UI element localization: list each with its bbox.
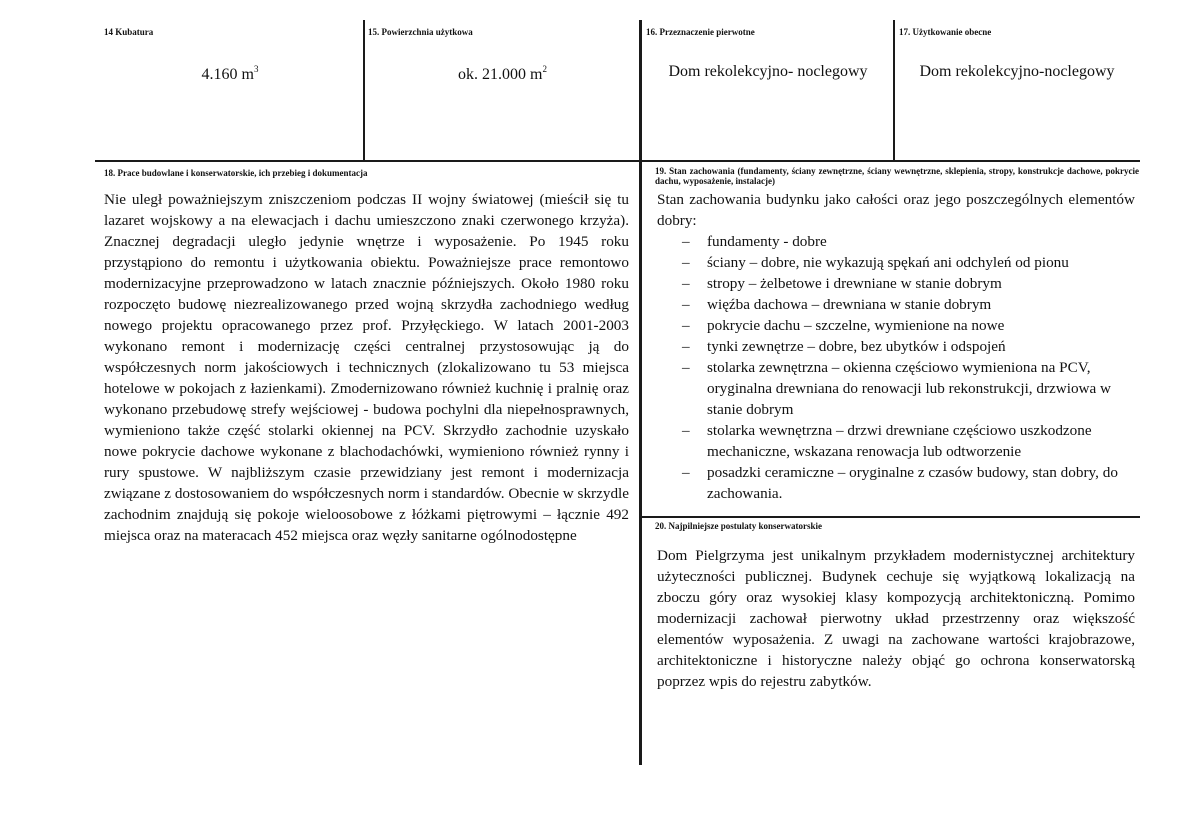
list-dash: – [682, 464, 690, 481]
divider-line [95, 160, 1140, 162]
list-item-text: tynki zewnętrze – dobre, bez ubytków i odspojeń [707, 338, 1006, 355]
section-14-heading: 14 Kubatura [104, 27, 154, 37]
list-item-text: więźba dachowa – drewniana w stanie dobrym [707, 296, 992, 313]
section-17-heading: 17. Użytkowanie obecne [899, 27, 992, 37]
list-dash: – [682, 317, 690, 334]
list-item-text: fundamenty - dobre [707, 233, 827, 250]
list-item [657, 420, 1135, 462]
divider-line [639, 20, 642, 765]
kubatura-unit-exponent: 3 [253, 64, 259, 74]
list-dash: – [682, 422, 690, 439]
condition-list [657, 231, 1135, 504]
list-item-text: stolarka zewnętrzna – okienna częściowo wymieniona na PCV, oryginalna drewniana do renowacji lub rekonstrukcji, drzwiowa w stanie dobrym [707, 359, 1112, 418]
list-item [657, 357, 1135, 420]
section-19-intro: Stan zachowania budynku jako całości oraz jego poszczególnych elementów dobry: [657, 191, 1135, 229]
list-item-text: posadzki ceramiczne – oryginalne z czasów budowy, stan dobry, do zachowania. [707, 464, 1118, 502]
section-14-value [100, 66, 360, 84]
list-item-text: ściany – dobre, nie wykazują spękań ani odchyleń od pionu [707, 254, 1069, 271]
area-value: ok. 21.000 m [458, 66, 543, 83]
list-item [657, 462, 1135, 504]
list-item [657, 273, 1135, 294]
list-item [657, 315, 1135, 336]
section-17-value: Dom rekolekcyjno-noclegowy [919, 63, 1115, 80]
list-dash: – [682, 275, 690, 292]
list-item [657, 231, 1135, 252]
list-dash: – [682, 338, 690, 355]
list-item [657, 336, 1135, 357]
section-16-heading: 16. Przeznaczenie pierwotne [646, 27, 755, 37]
list-item [657, 252, 1135, 273]
section-19-heading: 19. Stan zachowania (fundamenty, ściany zewnętrzne, ściany wewnętrzne, sklepienia, stropy, konstrukcje dachowe, pokrycie dachu, wyposażenie, instalacje) [655, 166, 1139, 186]
list-dash: – [682, 296, 690, 313]
divider-line [893, 20, 895, 160]
list-dash: – [682, 254, 690, 271]
divider-line [642, 516, 1140, 518]
section-20-text: Dom Pielgrzyma jest unikalnym przykładem modernistycznej architektury użyteczności publicznej. Budynek cechuje się wyjątkową lokalizacją na zboczu góry oraz wysokiej klasy kompozycją architektoniczną. Pomimo modernizacji zachował pierwotny układ przestrzenny oraz większość elementów wyposażenia. Z uwagi na zachowane wartości krajobrazowe, architektoniczne i historyczne należy objąć go ochrona konserwatorską poprzez wpis do rejestru zabytków. [657, 547, 1135, 690]
section-20-heading: 20. Najpilniejsze postulaty konserwatorskie [655, 521, 822, 531]
area-unit-exponent: 2 [542, 64, 547, 74]
list-item-text: pokrycie dachu – szczelne, wymienione na nowe [707, 317, 1005, 334]
list-dash: – [682, 233, 690, 250]
section-16-value: Dom rekolekcyjno- noclegowy [668, 63, 868, 80]
list-item [657, 294, 1135, 315]
list-dash: – [682, 359, 690, 376]
kubatura-value: 4.160 m [201, 66, 254, 83]
section-15-value [366, 66, 639, 84]
list-item-text: stropy – żelbetowe i drewniane w stanie dobrym [707, 275, 1002, 292]
section-15-heading: 15. Powierzchnia użytkowa [368, 27, 473, 37]
section-18-text: Nie uległ poważniejszym zniszczeniom podczas II wojny światowej (mieścił się tu lazaret wojskowy a na elewacjach i dachu umieszczono znaki czerwonego krzyża). Znacznej degradacji uległo jedynie wnętrze i wyposażenie. Po 1945 roku przystąpiono do remontu i użytkowania obiektu. Poważniejsze prace remontowo modernizacyjne przeprowadzono w latach znacznie późniejszych. Około 1980 roku rozpoczęto budowę niezrealizowanego przed wojną skrzydła zachodniego według nowego projektu opracowanego przez prof. Przyłęckiego. W latach 2001-2003 wykonano remont i modernizację części centralnej przystosowując ją do współczesnych norm jakościowych i technicznych (zlokalizowano tu 53 miejsca hotelowe w pokojach z łazienkami). Zmodernizowano również kuchnię i pralnię oraz wykonano przebudowę strefy wejściowej - budowa pochylni dla niepełnosprawnych, wymieniono także część stolarki okiennej na PCV. Skrzydło zachodnie uzyskało nowe pokrycie dachowe wykonane z blachodachówki, wymieniono również rynny i rury spustowe. W najbliższym czasie przewidziany jest remont i modernizacja związane z dostosowaniem do współczesnych norm i standardów. Obecnie w skrzydle zachodnim znajdują się pokoje wieloosobowe z łóżkami piętrowymi – łącznie 492 miejsca oraz na materacach 452 miejsca oraz węzły sanitarne ogólnodostępne [104, 191, 629, 544]
divider-line [363, 20, 365, 160]
list-item-text: stolarka wewnętrzna – drzwi drewniane częściowo uszkodzone mechaniczne, wskazana renowacja lub odtworzenie [707, 422, 1092, 460]
section-18-heading: 18. Prace budowlane i konserwatorskie, ich przebieg i dokumentacja [104, 168, 368, 178]
